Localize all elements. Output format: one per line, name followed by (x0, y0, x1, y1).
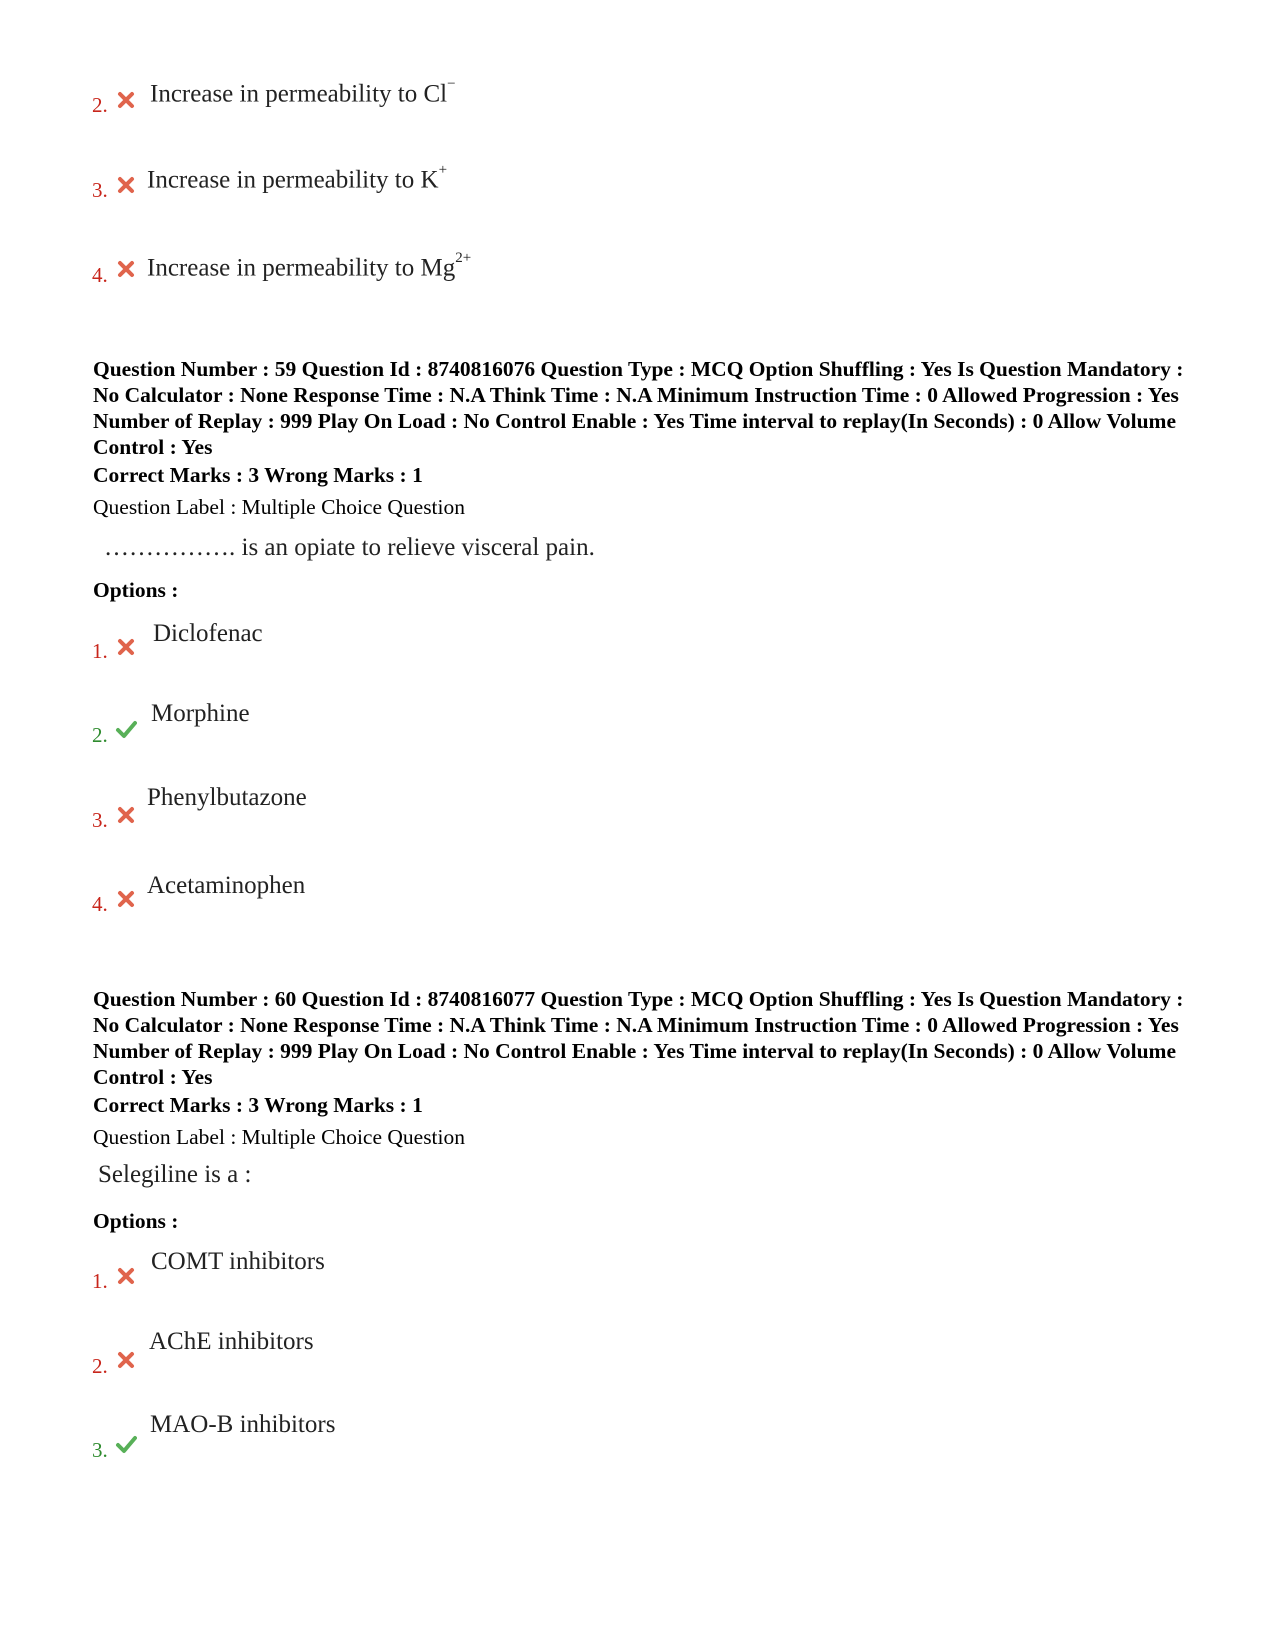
option-text-main: Increase in permeability to K (147, 166, 439, 194)
cross-icon (115, 1265, 137, 1287)
option-text: MAO-B inhibitors (150, 1411, 336, 1438)
cross-icon (115, 804, 137, 826)
cross-icon (115, 174, 137, 196)
option-text: AChE inhibitors (149, 1328, 314, 1355)
marks-line: Correct Marks : 3 Wrong Marks : 1 (93, 463, 423, 487)
cross-icon (115, 1349, 137, 1371)
option-number: 2. (92, 93, 108, 117)
question-text: ……………. is an opiate to relieve visceral pain. (104, 534, 595, 561)
option-number: 4. (92, 892, 108, 916)
option-number: 3. (92, 808, 108, 832)
option-text (147, 248, 471, 282)
question-header: Question Number : 59 Question Id : 8740816076 Question Type : MCQ Option Shuffling : Yes Is Question Mandatory : No Calculator : None Response Time : N.A Think Time : N.A Minimum Instruction Time : 0 Allowed Progression : Yes Number of Replay : 999 Play On Load : No Control Enable : Yes Time interval to replay(In Seconds) : 0 Allow Volume Control : Yes (93, 357, 1184, 459)
option-text (150, 74, 456, 108)
option-text: Morphine (151, 700, 250, 727)
option-text: Diclofenac (153, 620, 263, 647)
cross-icon (115, 888, 137, 910)
option-text-main: Increase in permeability to Cl (150, 80, 448, 108)
option-number: 1. (92, 639, 108, 663)
cross-icon (115, 636, 137, 658)
check-icon (115, 1433, 137, 1455)
options-label: Options : (93, 578, 179, 602)
check-icon (115, 718, 137, 740)
option-number: 3. (92, 1438, 108, 1462)
question-text: Selegiline is a : (98, 1161, 252, 1188)
option-number: 3. (92, 178, 108, 202)
question-header: Question Number : 60 Question Id : 8740816077 Question Type : MCQ Option Shuffling : Yes Is Question Mandatory : No Calculator : None Response Time : N.A Think Time : N.A Minimum Instruction Time : 0 Allowed Progression : Yes Number of Replay : 999 Play On Load : No Control Enable : Yes Time interval to replay(In Seconds) : 0 Allow Volume Control : Yes (93, 987, 1184, 1089)
option-text: Acetaminophen (147, 872, 306, 899)
cross-icon (115, 258, 137, 280)
option-number: 4. (92, 263, 108, 287)
marks-line: Correct Marks : 3 Wrong Marks : 1 (93, 1093, 423, 1117)
option-number: 2. (92, 723, 108, 747)
option-text-sup: 2+ (455, 250, 472, 266)
option-text (147, 160, 447, 194)
option-text-sup: − (447, 76, 456, 92)
option-text-sup: + (438, 162, 448, 178)
options-label: Options : (93, 1209, 179, 1233)
question-label: Question Label : Multiple Choice Question (93, 1125, 466, 1149)
question-label: Question Label : Multiple Choice Question (93, 495, 466, 519)
option-number: 2. (92, 1354, 108, 1378)
cross-icon (115, 89, 137, 111)
option-text: Phenylbutazone (147, 784, 307, 811)
option-text: COMT inhibitors (151, 1248, 325, 1275)
option-number: 1. (92, 1269, 108, 1293)
option-text-main: Increase in permeability to Mg (147, 254, 456, 282)
